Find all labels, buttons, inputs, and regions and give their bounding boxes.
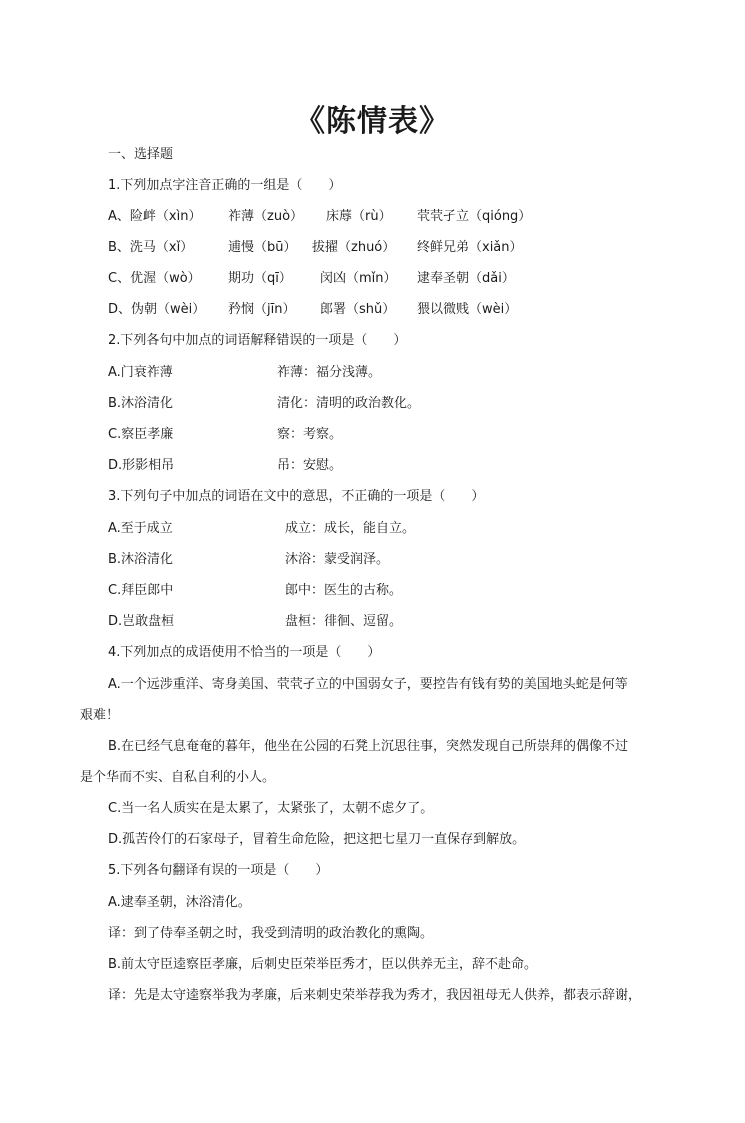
question-5-option-b-translation: 译：先是太守逵察举我为孝廉，后来刺史荣举荐我为秀才，我因祖母无人供养，都表示辞谢， — [108, 988, 642, 1003]
question-3-stem: 3.下列句子中加点的词语在文中的意思，不正确的一项是（ ） — [108, 489, 485, 504]
question-4-option-b-line1: B.在已经气息奄奄的暮年，他坐在公园的石凳上沉思往事，突然发现自己所崇拜的偶像不过 — [108, 739, 629, 754]
question-5-option-b: B.前太守臣逵察臣孝廉，后刺史臣荣举臣秀才，臣以供养无主，辞不赴命。 — [108, 957, 538, 972]
page-title: 《陈情表》 — [295, 104, 450, 139]
question-5-option-a: A.逮奉圣朝，沐浴清化。 — [108, 895, 251, 910]
question-4-option-a-line1: A.一个远涉重洋、寄身美国、茕茕孑立的中国弱女子，要控告有钱有势的美国地头蛇是何等 — [108, 677, 628, 692]
document-page: 《陈情表》 一、选择题 1.下列加点字注音正确的一组是（ ） A、险衅（xìn） 祚薄（zuò） 床蓐（rù） 茕茕孑立（qióng） B、洗马（xǐ） 逋慢（bū） 拔擢（zhuó） 终鲜兄弟（xiǎn） C、优渥（wò） 期功（qī） 闵凶（mǐn） 逮奉圣朝（dǎi） D、伪朝（wèi） 矜悯（jīn） 郎署（shǔ） 猥以微贱（wèi） 2.下列各句中加点的词语解释错误的一项是（ ） A.门衰祚薄 祚薄：福分浅薄。 B.沐浴清化 清化：清明的政治教化。 C.察臣孝廉 察：考察。 D.形影相吊 吊：安慰。 3.下列句子中加点的词语在文中的意思，不正确的一项是（ ） A.至于成立 成立：成长，能自立。 B.沐浴清化 沐浴：蒙受润泽。 C.拜臣郎中 郎中：医生的古称。 D.岂敢盘桓 盘桓：徘徊、逗留。 4.下列加点的成语使用不恰当的一项是（ ） A.一个远涉重洋、寄身美国、茕茕孑立的中国弱女子，要控告有钱有势的美国地头蛇是何等 艰难！ B.在已经气息奄奄的暮年，他坐在公园的石凳上沉思往事，突然发现自己所崇拜的偶像不过 是个华而不实、自私自利的小人。 C.当一名人质实在是太累了，太紧张了，太朝不虑夕了。 D.孤苦伶仃的石家母子，冒着生命危险，把这把七星刀一直保存到解放。 5.下列各句翻译有误的一项是（ ） A.逮奉圣朝，沐浴清化。 译：到了侍奉圣朝之时，我受到清明的政治教化的熏陶。 B.前太守臣逵察臣孝廉，后刺史臣荣举臣秀才，臣以供养无主，辞不赴命。 译：先是太守逵察举我为孝廉，后来刺史荣举荐我为秀才，我因祖母无人供养，都表示辞谢， — [0, 0, 745, 1123]
question-4-option-b-line2: 是个华而不实、自私自利的小人。 — [80, 770, 276, 785]
question-2-stem: 2.下列各句中加点的词语解释错误的一项是（ ） — [108, 333, 407, 348]
question-5-option-a-translation: 译：到了侍奉圣朝之时，我受到清明的政治教化的熏陶。 — [108, 926, 434, 941]
question-1-stem: 1.下列加点字注音正确的一组是（ ） — [108, 178, 342, 193]
question-4-stem: 4.下列加点的成语使用不恰当的一项是（ ） — [108, 645, 381, 660]
question-4-option-d: D.孤苦伶仃的石家母子，冒着生命危险，把这把七星刀一直保存到解放。 — [108, 832, 526, 847]
question-5-stem: 5.下列各句翻译有误的一项是（ ） — [108, 863, 329, 878]
question-4-option-a-line2: 艰难！ — [80, 708, 120, 723]
section-heading: 一、选择题 — [108, 147, 174, 162]
question-4-option-c: C.当一名人质实在是太累了，太紧张了，太朝不虑夕了。 — [108, 801, 434, 816]
